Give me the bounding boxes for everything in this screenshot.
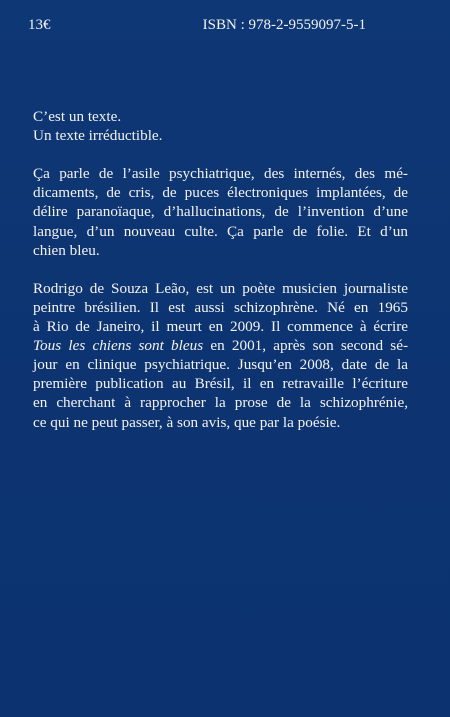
text-line: en cherchant à rapprocher la prose de la schizophrénie, [33,394,408,412]
text-line: Ça parle de l’asile psychiatrique, des internés, des mé- [33,165,408,183]
isbn-label: ISBN : 978-2-9559097-5-1 [202,17,366,33]
text-segment: en 2001, après son second sé- [203,337,408,355]
text-line: jour en clinique psychiatrique. Jusqu’en 2008, date de la [33,356,408,374]
intro-paragraph [33,107,408,145]
text-line: ce qui ne peut passer, à son avis, que par la poésie. [33,413,341,431]
price-label: 13€ [28,17,51,33]
theme-paragraph [33,164,408,259]
cover-header [28,14,366,36]
blurb [33,107,408,451]
text-line: Rodrigo de Souza Leão, est un poète musicien journaliste [33,279,408,297]
author-paragraph [33,279,408,432]
text-line: délire paranoïaque, d’hallucinations, de l’invention d’une [33,203,408,221]
book-title: Tous les chiens sont bleus [33,337,204,355]
text-line: dicaments, de cris, de puces électroniques implantées, de [33,184,408,202]
text-line: première publication au Brésil, il en retravaille l’écriture [33,375,408,393]
text-line [33,336,408,355]
text-line: langue, d’un nouveau culte. Ça parle de folie. Et d’un [33,222,408,240]
text-line: chien bleu. [33,241,100,259]
text-line: Un texte irréductible. [33,127,163,145]
text-line: C’est un texte. [33,108,122,125]
text-line: à Rio de Janeiro, il meurt en 2009. Il commence à écrire [33,318,408,336]
text-line: peintre brésilien. Il est aussi schizophrène. Né en 1965 [33,298,408,316]
